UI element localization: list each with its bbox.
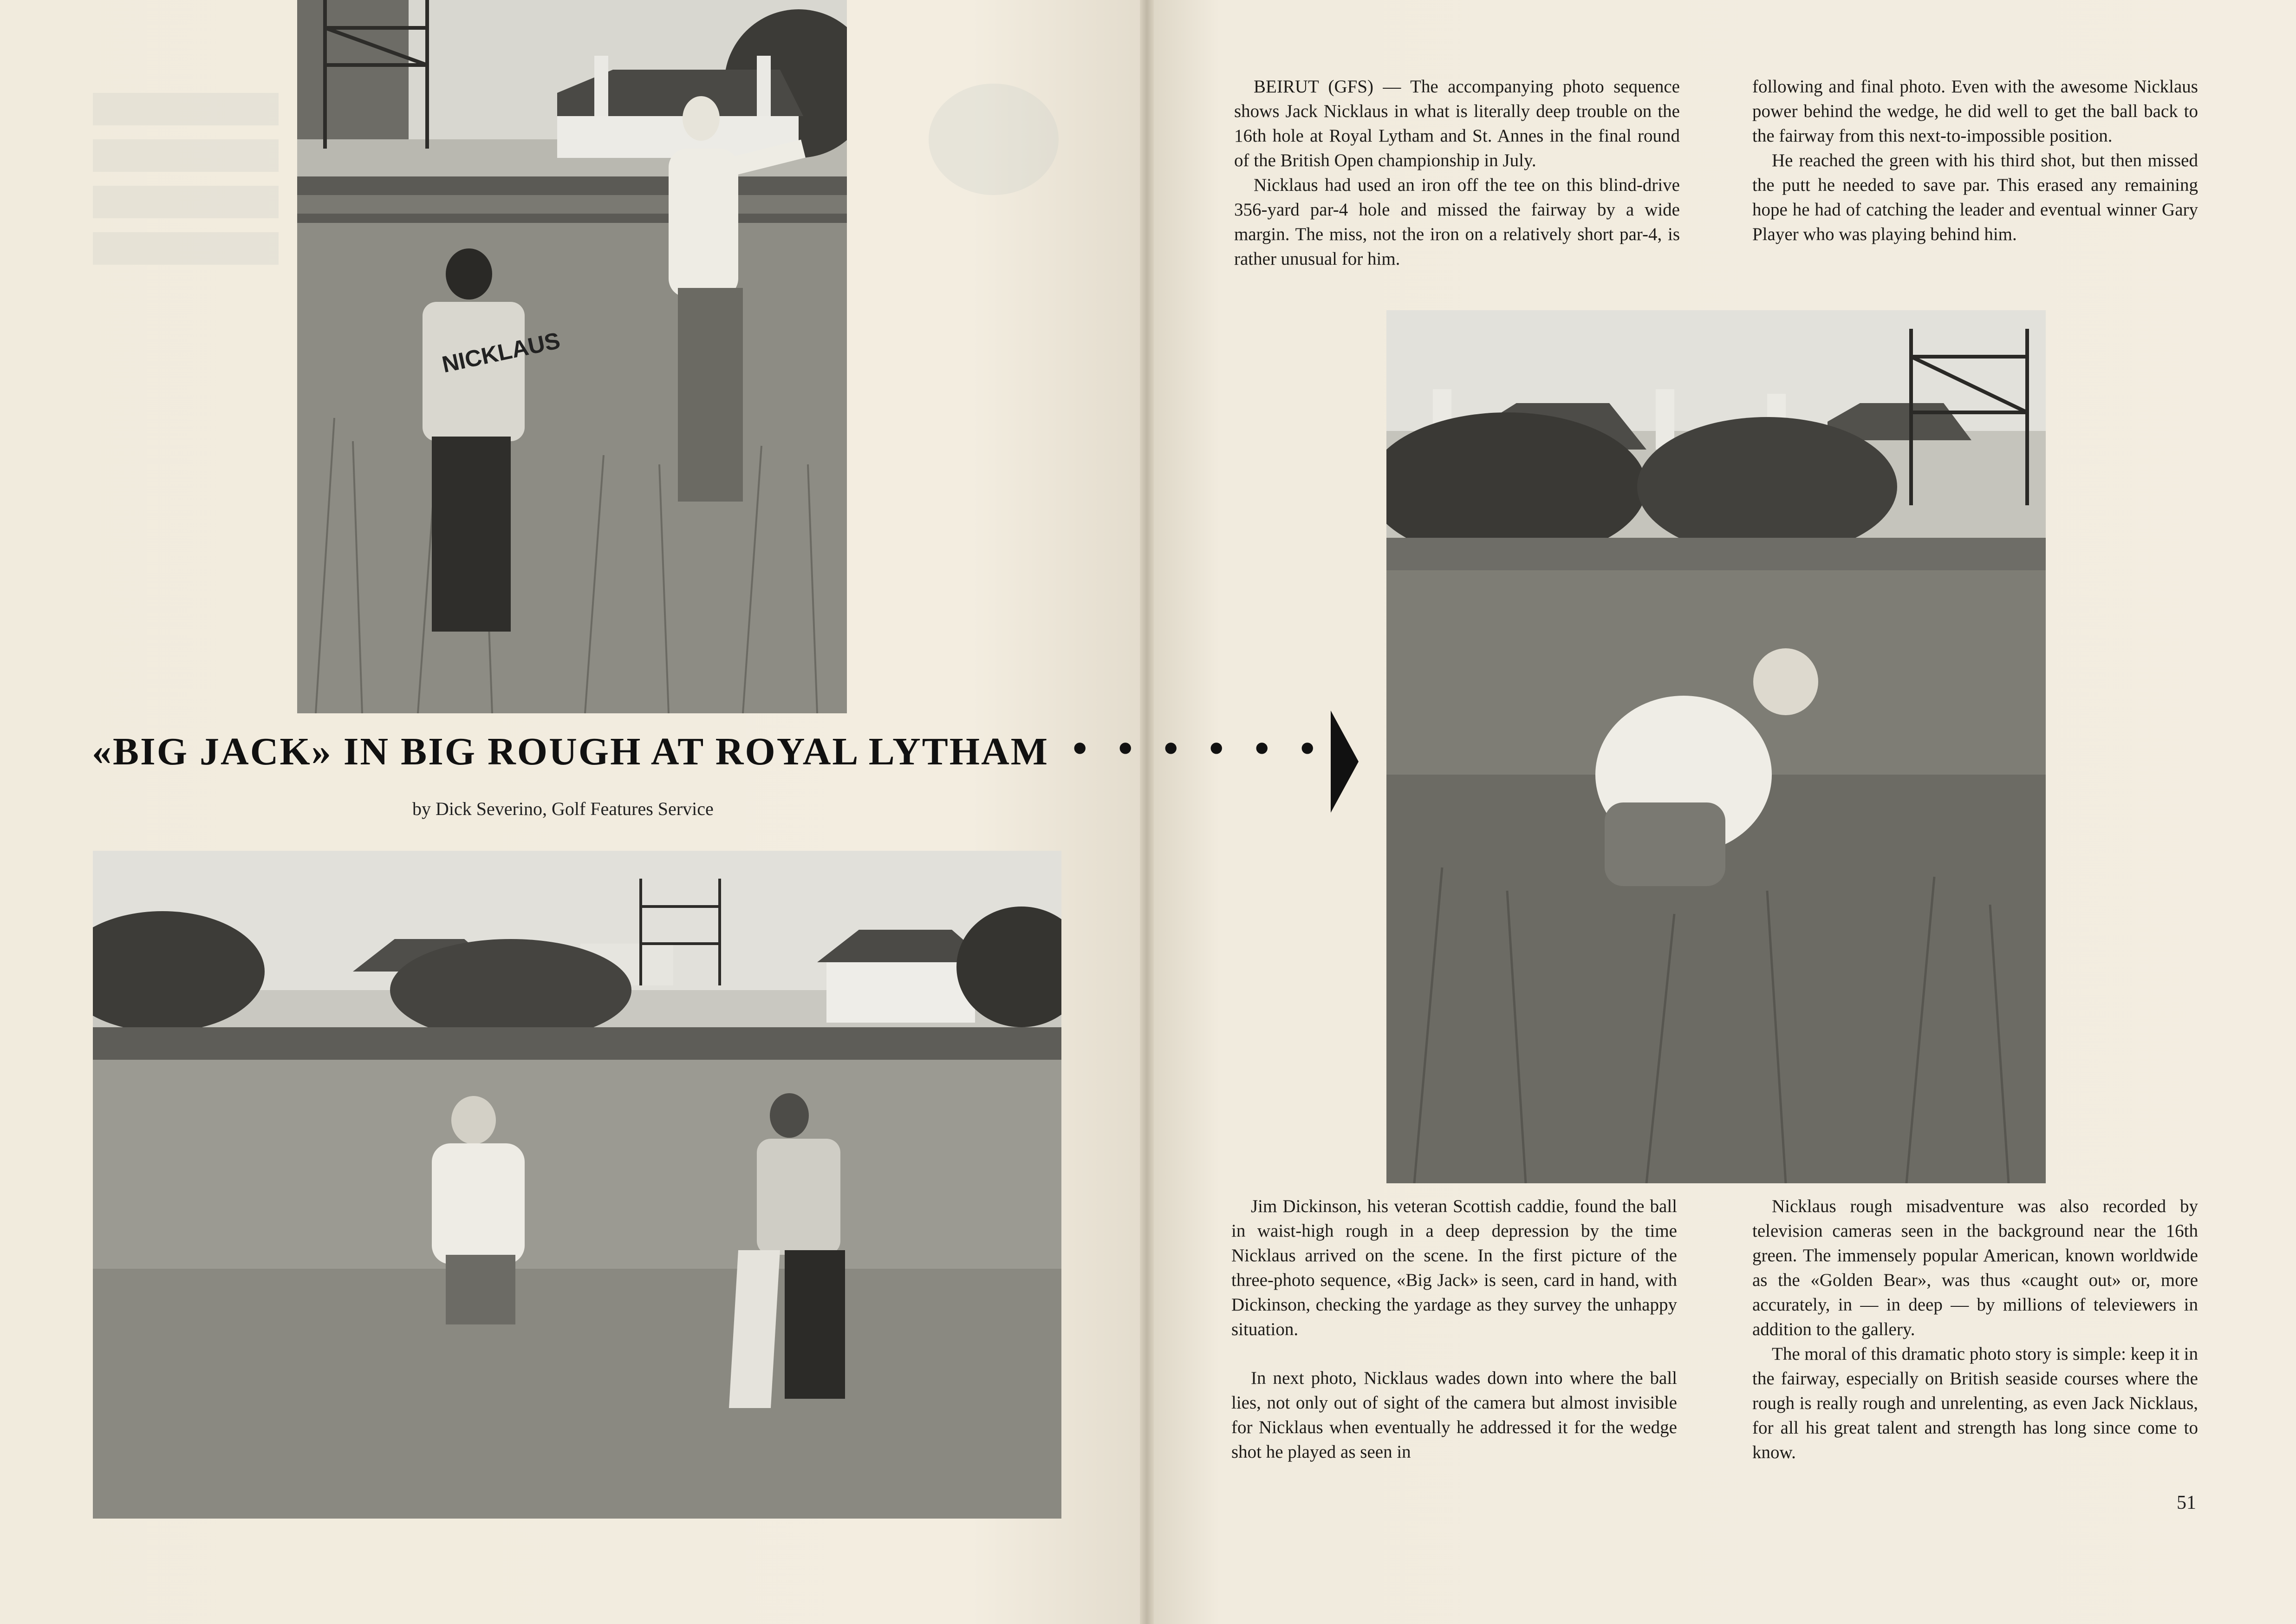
page-number: 51 xyxy=(2177,1492,2196,1513)
paragraph: In next photo, Nicklaus wades down into where the ball lies, not only out of sight of the camera but almost invisible for Nicklaus when eventually he addressed it for the wedge shot he played as seen in xyxy=(1231,1368,1677,1462)
article-column-2-bottom xyxy=(1752,1194,2198,1465)
paragraph: Jim Dickinson, his veteran Scottish caddie, found the ball in waist-high rough in a deep depression by the time Nicklaus arrived on the scene. In the first picture of the three-photo sequence, «Big Jack» is seen, card in hand, with Dickinson, checking the yardage as they survey the unhappy situation. xyxy=(1231,1196,1677,1339)
paragraph: Nicklaus had used an iron off the tee on this blind-drive 356-yard par-4 hole and missed the fairway by a wide margin. The miss, not the iron on a relatively short par-4, is rather unusual for him. xyxy=(1234,175,1680,269)
arrow-right-icon xyxy=(1331,711,1359,813)
headline-dots: • • • • • • xyxy=(1073,725,1325,771)
paragraph: The moral of this dramatic photo story is simple: keep it in the fairway, especially on British seaside courses where the rough is really rough and unrelenting, as even Jack Nicklaus, for all his great talent and strength has long since come to know. xyxy=(1752,1344,2198,1462)
show-through-left xyxy=(88,84,293,279)
article-column-1-bottom xyxy=(1231,1194,1677,1464)
headline: «BIG JACK» IN BIG ROUGH AT ROYAL LYTHAM xyxy=(92,730,1049,773)
article-column-1-top xyxy=(1234,74,1680,271)
photo-nicklaus-wedge-shot xyxy=(1386,310,2046,1183)
show-through-right xyxy=(924,79,1063,200)
paragraph: BEIRUT (GFS) — The accompanying photo sequence shows Jack Nicklaus in what is literally deep trouble on the 16th hole at Royal Lytham and St. Annes in the final round of the British Open championship in July. xyxy=(1234,77,1680,170)
caddie-bib-label: NICKLAUS xyxy=(440,327,563,378)
paragraph: Nicklaus rough misadventure was also recorded by television cameras seen in the background near the 16th green. The immensely popular American, known worldwide as the «Golden Bear», was thus «caught out» or, more accurately, in — in deep — by millions of televiewers in addition to the gallery. xyxy=(1752,1196,2198,1339)
paragraph: He reached the green with his third shot, but then missed the putt he needed to save par. This erased any remaining hope he had of catching the leader and eventual winner Gary Player who was playing behind him. xyxy=(1752,150,2198,244)
byline: by Dick Severino, Golf Features Service xyxy=(412,798,714,819)
photo-caddie-and-nicklaus xyxy=(297,0,847,713)
photo-walking-into-rough xyxy=(93,851,1061,1519)
book-gutter xyxy=(1140,0,1154,1624)
paragraph: following and final photo. Even with the awesome Nicklaus power behind the wedge, he did well to get the ball back to the fairway from this next-to-impossible position. xyxy=(1752,77,2198,146)
article-column-2-top xyxy=(1752,74,2198,247)
